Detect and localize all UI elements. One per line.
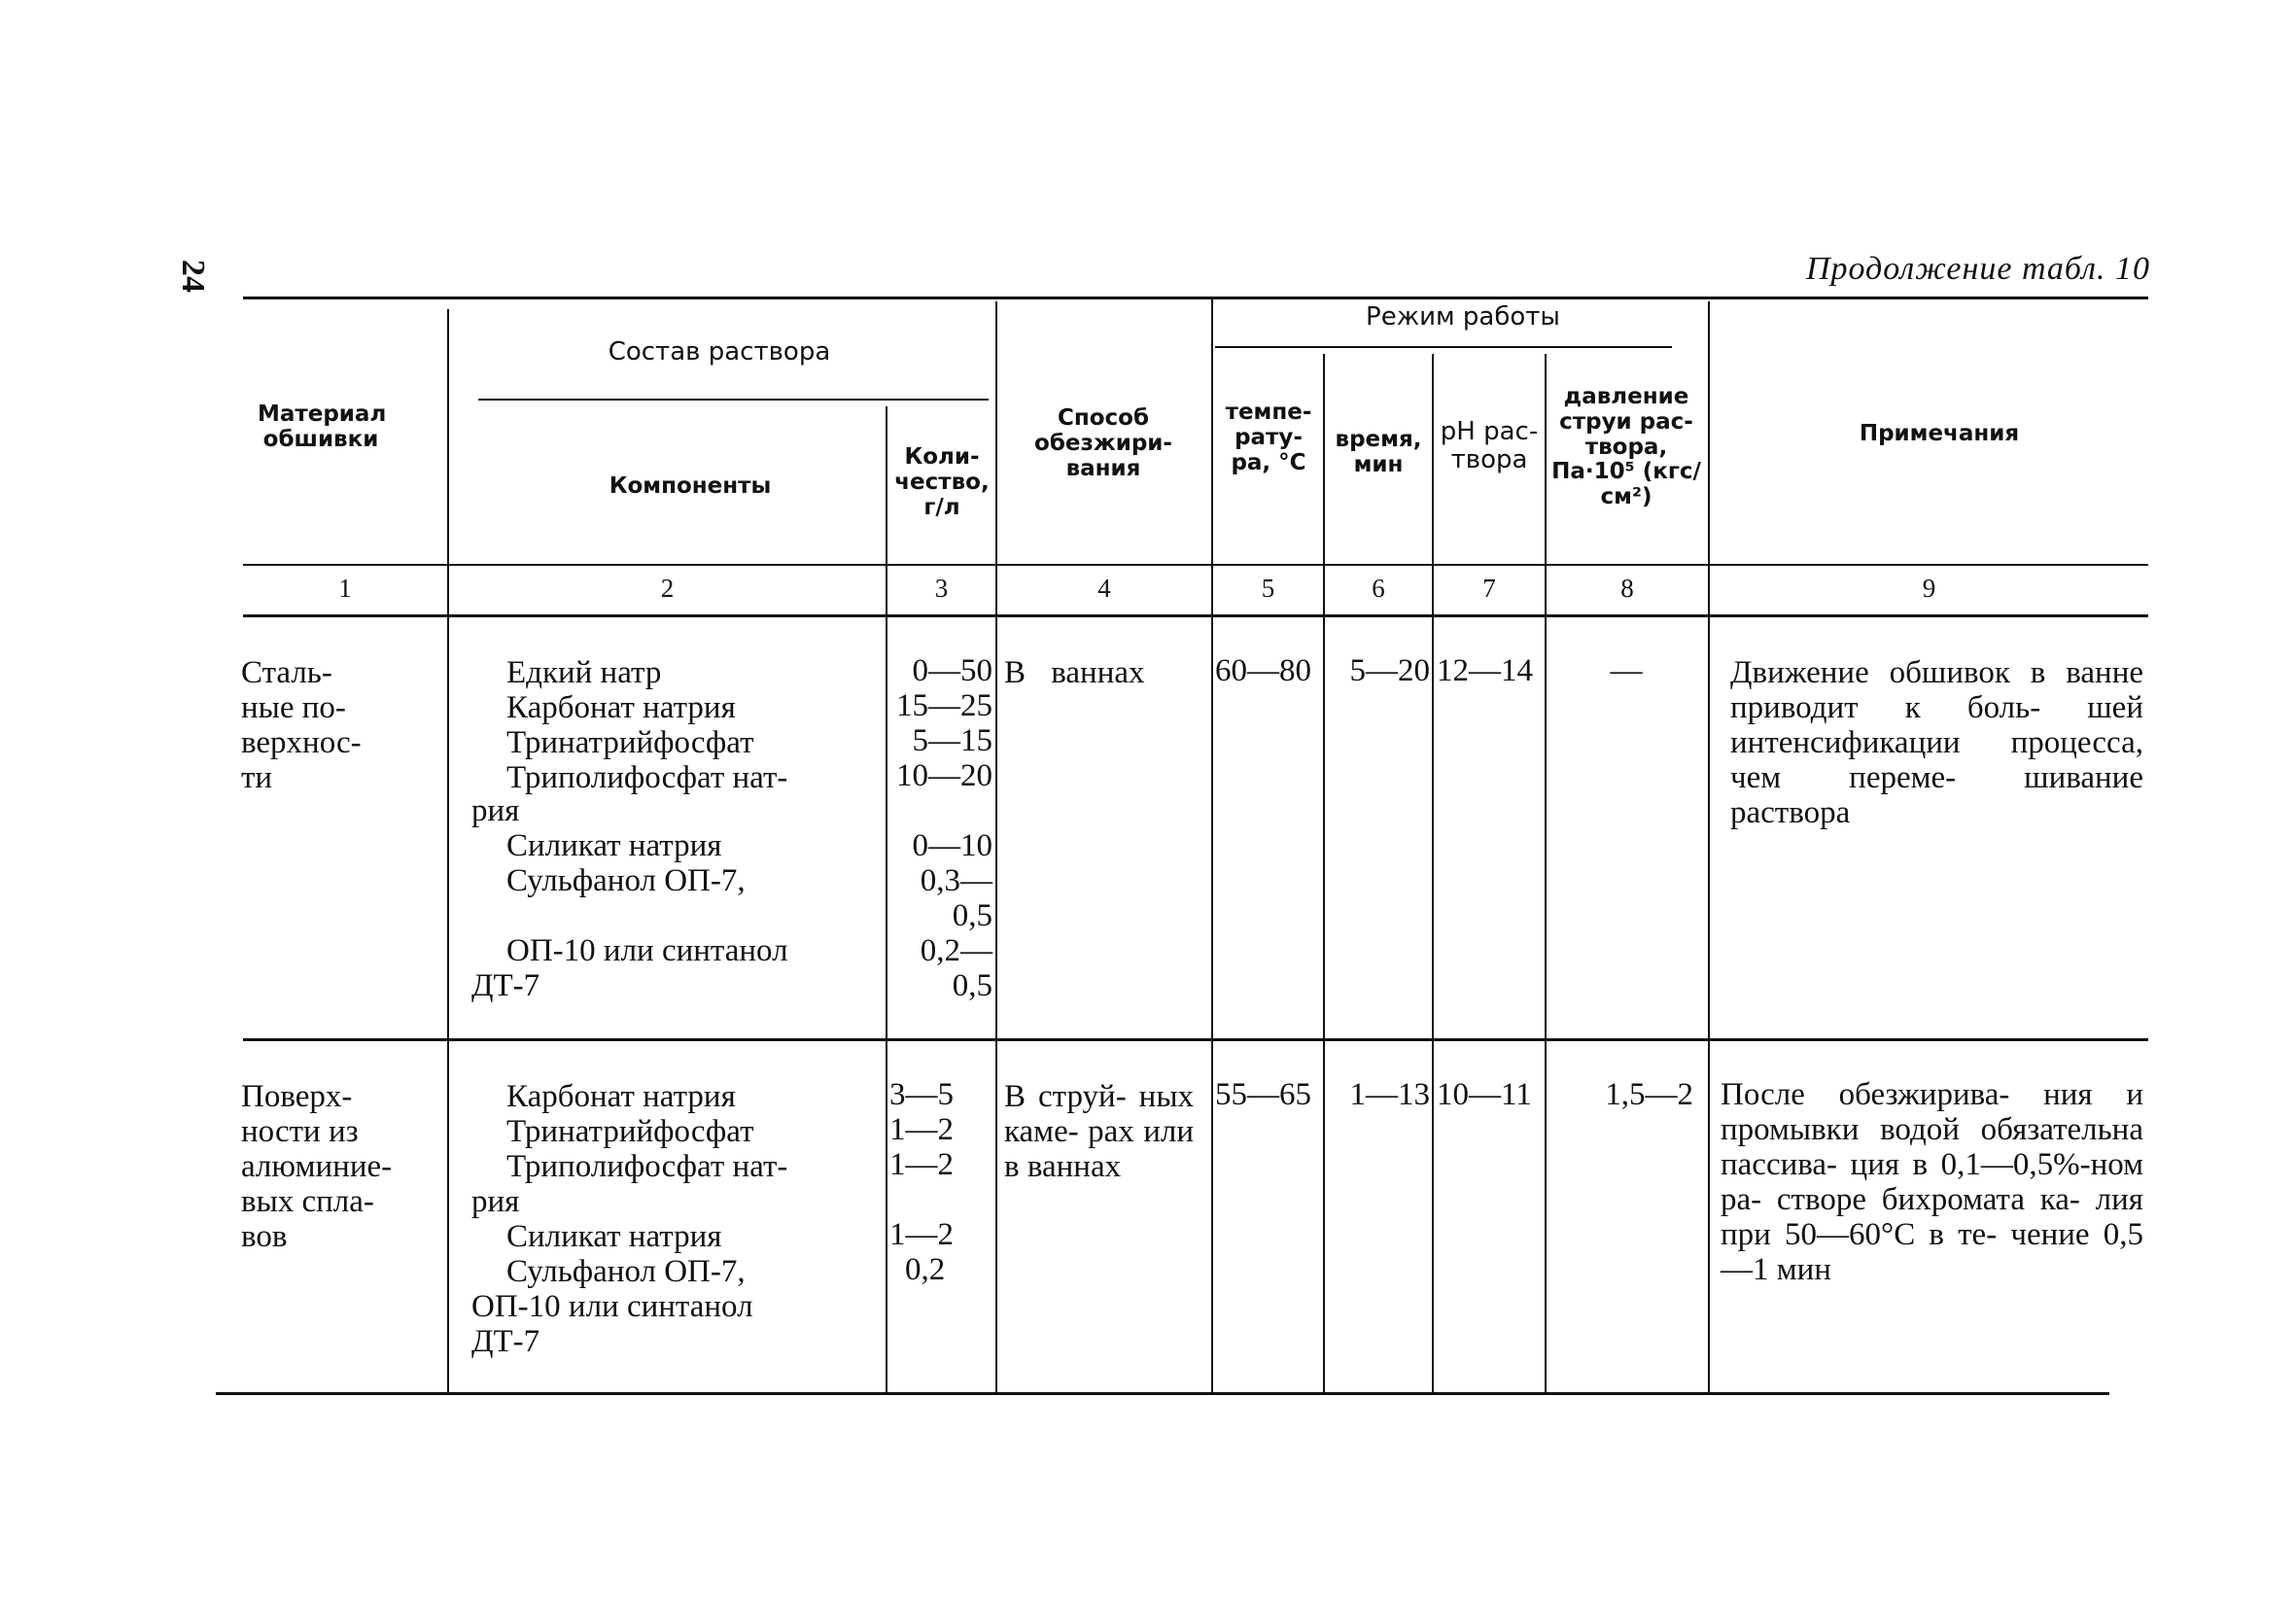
vrule-8 bbox=[1708, 301, 1710, 1393]
quantity: 5—15 bbox=[912, 723, 992, 758]
col-number: 4 bbox=[1097, 574, 1111, 603]
vrule-7 bbox=[1545, 354, 1547, 1393]
component: Триполифосфат нат- bbox=[506, 1149, 788, 1184]
header-time: время, мин bbox=[1335, 427, 1422, 477]
vrule-1 bbox=[447, 309, 449, 1393]
rule-composition-sub bbox=[478, 399, 989, 401]
header-composition-group: Состав раствора bbox=[608, 337, 831, 367]
quantity: 10—20 bbox=[896, 758, 992, 793]
row1-notes: Движение обшивок в ванне приводит к боль- шей интенсификации процесса, чем переме- шивание раствора bbox=[1730, 655, 2143, 830]
quantity: 1—2 bbox=[889, 1112, 954, 1147]
row2-method: В струй- ных каме- рах или в ваннах bbox=[1004, 1079, 1194, 1184]
quantity: 0,5 bbox=[952, 968, 992, 1003]
component: ДТ-7 bbox=[471, 968, 540, 1003]
row1-time: 5—20 bbox=[1349, 653, 1430, 688]
row1-quantities bbox=[887, 653, 992, 1003]
component: Силикат натрия bbox=[506, 828, 722, 863]
table-bottom-rule bbox=[216, 1392, 2109, 1395]
col-number: 7 bbox=[1482, 574, 1496, 603]
rule-mode-sub bbox=[1215, 346, 1672, 348]
table-continuation-caption: Продолжение табл. 10 bbox=[1805, 251, 2150, 287]
component: Силикат натрия bbox=[506, 1219, 722, 1254]
row2-pressure: 1,5—2 bbox=[1605, 1077, 1693, 1112]
row2-ph: 10—11 bbox=[1437, 1077, 1532, 1112]
component: Тринатрийфосфат bbox=[506, 1114, 754, 1149]
component: Тринатрийфосфат bbox=[506, 725, 754, 760]
component: Сульфанол ОП-7, bbox=[506, 863, 746, 898]
vrule-5 bbox=[1323, 354, 1325, 1393]
component: ОП-10 или синтанол bbox=[506, 933, 788, 968]
quantity: 3—5 bbox=[889, 1077, 954, 1112]
header-notes: Примечания bbox=[1859, 421, 2020, 446]
component: Триполифосфат нат- bbox=[506, 760, 788, 795]
row2-material: Поверх- ности из алюминие- вых спла- вов bbox=[241, 1079, 393, 1254]
component: Едкий натр bbox=[506, 655, 662, 690]
table-top-rule bbox=[243, 297, 2148, 299]
row1-components bbox=[471, 655, 880, 1003]
component: ОП-10 или синтанол bbox=[471, 1289, 753, 1324]
component: рия bbox=[471, 1184, 520, 1219]
col-number: 5 bbox=[1261, 574, 1275, 603]
row1-pressure: — bbox=[1610, 653, 1643, 688]
header-temperature: темпе- рату- ра, °С bbox=[1225, 400, 1312, 475]
header-quantity: Коли- чество, г/л bbox=[894, 444, 990, 520]
row2-components bbox=[471, 1079, 880, 1359]
rule-row-divider bbox=[243, 1038, 2148, 1041]
col-number: 3 bbox=[934, 574, 949, 603]
component: Карбонат натрия bbox=[506, 690, 736, 725]
row1-ph: 12—14 bbox=[1437, 653, 1533, 688]
quantity: 0—50 bbox=[912, 653, 992, 688]
quantity: 15—25 bbox=[896, 688, 992, 723]
row1-method: В ваннах bbox=[1004, 655, 1145, 690]
col-number: 1 bbox=[338, 574, 352, 603]
row1-material: Сталь- ные по- верхнос- ти bbox=[241, 655, 362, 795]
quantity: 0,2 bbox=[905, 1252, 946, 1287]
row2-temperature: 55—65 bbox=[1215, 1077, 1311, 1112]
quantity: 0—10 bbox=[912, 828, 992, 863]
component: Сульфанол ОП-7, bbox=[506, 1254, 746, 1289]
quantity: 0,3— bbox=[920, 863, 992, 898]
rule-header-bottom bbox=[243, 564, 2148, 566]
header-material: Материал обшивки bbox=[258, 402, 387, 452]
quantity: 1—2 bbox=[889, 1217, 954, 1252]
header-ph: pH рас- твора bbox=[1440, 417, 1539, 475]
header-method: Способ обезжири- вания bbox=[1034, 405, 1172, 481]
header-mode-group: Режим работы bbox=[1366, 302, 1560, 332]
header-components: Компоненты bbox=[609, 473, 772, 499]
col-number: 8 bbox=[1620, 574, 1634, 603]
row1-temperature: 60—80 bbox=[1215, 653, 1311, 688]
row2-quantities bbox=[889, 1077, 992, 1287]
component: Карбонат натрия bbox=[506, 1079, 736, 1114]
col-number: 2 bbox=[660, 574, 675, 603]
col-number: 9 bbox=[1922, 574, 1936, 603]
component: рия bbox=[471, 793, 520, 828]
vrule-6 bbox=[1432, 354, 1434, 1393]
row2-notes: После обезжирива- ния и промывки водой обязательна пассива- ция в 0,1—0,5%-ном ра- створе бихромата ка- лия при 50—60°С в те- чение 0,5—1 мин bbox=[1721, 1077, 2143, 1287]
quantity: 0,5 bbox=[952, 898, 992, 933]
component: ДТ-7 bbox=[471, 1324, 540, 1359]
vrule-4 bbox=[1211, 299, 1213, 1393]
rule-numbers-bottom bbox=[243, 614, 2148, 617]
page-number: 24 bbox=[175, 260, 211, 293]
vrule-3 bbox=[995, 301, 997, 1393]
header-pressure: давление струи рас- твора, Па·10⁵ (кгс/см²) bbox=[1551, 384, 1701, 509]
col-number: 6 bbox=[1372, 574, 1385, 603]
quantity: 1—2 bbox=[889, 1147, 954, 1182]
row2-time: 1—13 bbox=[1349, 1077, 1430, 1112]
quantity: 0,2— bbox=[920, 933, 992, 968]
